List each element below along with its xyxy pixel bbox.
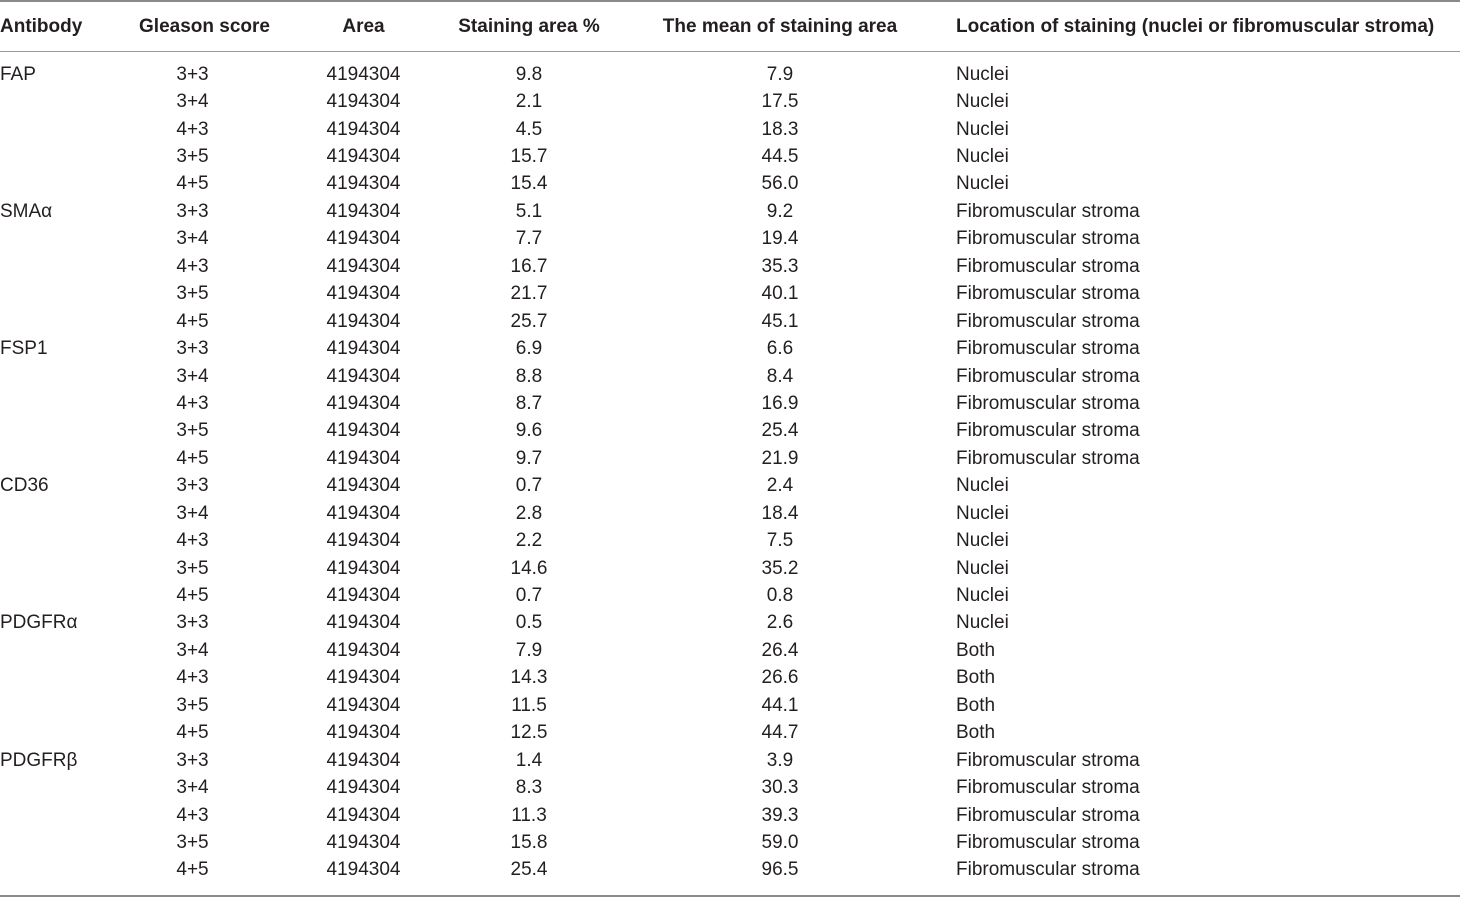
table-row	[0, 88, 1460, 115]
cell-location-of-staining: Fibromuscular stroma	[956, 228, 1140, 250]
cell-antibody	[0, 774, 120, 801]
cell-gleason-score: 3+4	[176, 365, 209, 387]
cell-area: 4194304	[326, 173, 401, 195]
cell-mean-staining-area: 44.5	[761, 146, 799, 168]
cell-staining-area-pct: 25.4	[510, 859, 548, 881]
cell-gleason-score: 3+3	[176, 749, 209, 771]
cell-location-of-staining: Nuclei	[956, 63, 1009, 85]
cell-gleason-score: 4+3	[176, 255, 209, 277]
cell-antibody: SMAα	[0, 200, 53, 222]
cell-staining-area-pct: 14.6	[510, 557, 548, 579]
header-staining-area-pct: Staining area %	[458, 15, 600, 37]
cell-area: 4194304	[326, 283, 401, 305]
cell-gleason-score: 3+3	[176, 63, 209, 85]
cell-mean-staining-area: 18.4	[761, 502, 799, 524]
cell-gleason-score: 3+5	[176, 420, 209, 442]
cell-antibody: CD36	[0, 475, 49, 497]
cell-area: 4194304	[326, 338, 401, 360]
cell-area: 4194304	[326, 694, 401, 716]
cell-mean-staining-area: 35.2	[761, 557, 799, 579]
cell-area: 4194304	[326, 530, 401, 552]
cell-location-of-staining: Both	[956, 694, 996, 716]
cell-antibody: PDGFRβ	[0, 749, 78, 771]
cell-mean-staining-area: 2.4	[766, 475, 794, 497]
table-row	[0, 226, 1460, 253]
cell-mean-staining-area: 30.3	[761, 777, 799, 799]
cell-antibody	[0, 253, 120, 280]
table-row	[0, 665, 1460, 692]
table-row	[0, 774, 1460, 801]
table-body	[0, 51, 1460, 884]
cell-staining-area-pct: 7.9	[515, 639, 543, 661]
cell-antibody	[0, 171, 120, 198]
cell-antibody	[0, 857, 120, 884]
cell-staining-area-pct: 1.4	[515, 749, 543, 771]
cell-antibody	[0, 308, 120, 335]
cell-antibody	[0, 802, 120, 829]
table-row	[0, 363, 1460, 390]
cell-staining-area-pct: 8.8	[515, 365, 543, 387]
cell-gleason-score: 4+3	[176, 530, 209, 552]
cell-location-of-staining: Fibromuscular stroma	[956, 804, 1140, 826]
cell-antibody	[0, 665, 120, 692]
cell-location-of-staining: Nuclei	[956, 173, 1009, 195]
cell-area: 4194304	[326, 91, 401, 113]
cell-mean-staining-area: 8.4	[766, 365, 794, 387]
table-row	[0, 390, 1460, 417]
cell-gleason-score: 3+4	[176, 639, 209, 661]
cell-antibody	[0, 390, 120, 417]
cell-location-of-staining: Fibromuscular stroma	[956, 859, 1140, 881]
cell-gleason-score: 3+4	[176, 228, 209, 250]
cell-area: 4194304	[326, 722, 401, 744]
table-row	[0, 445, 1460, 472]
cell-mean-staining-area: 17.5	[761, 91, 799, 113]
cell-area: 4194304	[326, 667, 401, 689]
cell-antibody	[0, 88, 120, 115]
cell-location-of-staining: Fibromuscular stroma	[956, 831, 1140, 853]
cell-location-of-staining: Nuclei	[956, 585, 1009, 607]
cell-gleason-score: 3+3	[176, 475, 209, 497]
cell-area: 4194304	[326, 392, 401, 414]
header-area: Area	[342, 15, 385, 37]
cell-mean-staining-area: 44.7	[761, 722, 799, 744]
cell-staining-area-pct: 15.8	[510, 831, 548, 853]
cell-location-of-staining: Fibromuscular stroma	[956, 255, 1140, 277]
cell-staining-area-pct: 9.8	[515, 63, 543, 85]
cell-staining-area-pct: 8.3	[515, 777, 543, 799]
cell-location-of-staining: Nuclei	[956, 557, 1009, 579]
cell-staining-area-pct: 8.7	[515, 392, 543, 414]
table-row	[0, 582, 1460, 609]
cell-gleason-score: 3+5	[176, 831, 209, 853]
cell-mean-staining-area: 21.9	[761, 447, 799, 469]
cell-staining-area-pct: 6.9	[515, 338, 543, 360]
staining-table	[0, 2, 1460, 884]
cell-mean-staining-area: 25.4	[761, 420, 799, 442]
cell-area: 4194304	[326, 831, 401, 853]
cell-location-of-staining: Fibromuscular stroma	[956, 392, 1140, 414]
cell-location-of-staining: Fibromuscular stroma	[956, 200, 1140, 222]
cell-mean-staining-area: 2.6	[766, 612, 794, 634]
cell-mean-staining-area: 6.6	[766, 338, 794, 360]
cell-gleason-score: 4+5	[176, 447, 209, 469]
table-row	[0, 747, 1460, 774]
table-row	[0, 802, 1460, 829]
table-row	[0, 829, 1460, 856]
table-header	[0, 2, 1460, 51]
cell-antibody	[0, 418, 120, 445]
cell-gleason-score: 3+4	[176, 502, 209, 524]
cell-antibody	[0, 637, 120, 664]
cell-location-of-staining: Fibromuscular stroma	[956, 447, 1140, 469]
cell-gleason-score: 3+5	[176, 694, 209, 716]
cell-gleason-score: 3+3	[176, 200, 209, 222]
cell-gleason-score: 4+5	[176, 859, 209, 881]
table-row	[0, 418, 1460, 445]
cell-staining-area-pct: 14.3	[510, 667, 548, 689]
cell-staining-area-pct: 16.7	[510, 255, 548, 277]
cell-area: 4194304	[326, 804, 401, 826]
cell-antibody	[0, 500, 120, 527]
cell-staining-area-pct: 5.1	[515, 200, 543, 222]
cell-mean-staining-area: 56.0	[761, 173, 799, 195]
cell-staining-area-pct: 15.4	[510, 173, 548, 195]
cell-location-of-staining: Nuclei	[956, 475, 1009, 497]
cell-mean-staining-area: 26.4	[761, 639, 799, 661]
cell-area: 4194304	[326, 749, 401, 771]
cell-mean-staining-area: 26.6	[761, 667, 799, 689]
cell-location-of-staining: Nuclei	[956, 502, 1009, 524]
cell-staining-area-pct: 0.7	[515, 475, 543, 497]
cell-area: 4194304	[326, 365, 401, 387]
cell-location-of-staining: Both	[956, 722, 996, 744]
cell-area: 4194304	[326, 146, 401, 168]
cell-gleason-score: 4+3	[176, 804, 209, 826]
cell-area: 4194304	[326, 639, 401, 661]
cell-area: 4194304	[326, 228, 401, 250]
cell-area: 4194304	[326, 777, 401, 799]
cell-staining-area-pct: 9.6	[515, 420, 543, 442]
cell-staining-area-pct: 2.1	[515, 91, 543, 113]
table-row	[0, 857, 1460, 884]
cell-staining-area-pct: 12.5	[510, 722, 548, 744]
cell-staining-area-pct: 15.7	[510, 146, 548, 168]
cell-staining-area-pct: 0.7	[515, 585, 543, 607]
cell-gleason-score: 3+4	[176, 777, 209, 799]
cell-mean-staining-area: 19.4	[761, 228, 799, 250]
header-gleason-score: Gleason score	[139, 15, 270, 37]
cell-gleason-score: 3+3	[176, 338, 209, 360]
cell-mean-staining-area: 39.3	[761, 804, 799, 826]
cell-antibody	[0, 582, 120, 609]
cell-gleason-score: 4+5	[176, 310, 209, 332]
cell-area: 4194304	[326, 255, 401, 277]
cell-antibody: PDGFRα	[0, 612, 78, 634]
cell-gleason-score: 4+5	[176, 585, 209, 607]
cell-location-of-staining: Nuclei	[956, 91, 1009, 113]
table-row	[0, 692, 1460, 719]
cell-area: 4194304	[326, 200, 401, 222]
cell-location-of-staining: Nuclei	[956, 612, 1009, 634]
cell-area: 4194304	[326, 612, 401, 634]
cell-location-of-staining: Nuclei	[956, 530, 1009, 552]
cell-mean-staining-area: 35.3	[761, 255, 799, 277]
cell-staining-area-pct: 11.3	[511, 804, 547, 826]
header-mean-staining-area: The mean of staining area	[662, 15, 898, 37]
table-row	[0, 171, 1460, 198]
cell-location-of-staining: Fibromuscular stroma	[956, 420, 1140, 442]
table-row	[0, 253, 1460, 280]
table-row	[0, 198, 1460, 225]
cell-gleason-score: 3+5	[176, 557, 209, 579]
cell-gleason-score: 4+3	[176, 118, 209, 140]
cell-area: 4194304	[326, 447, 401, 469]
table-row	[0, 335, 1460, 362]
table-row	[0, 637, 1460, 664]
header-antibody: Antibody	[0, 15, 83, 37]
table-row	[0, 500, 1460, 527]
table-row	[0, 308, 1460, 335]
cell-area: 4194304	[326, 557, 401, 579]
cell-antibody	[0, 692, 120, 719]
cell-gleason-score: 4+3	[176, 392, 209, 414]
cell-mean-staining-area: 44.1	[761, 694, 799, 716]
cell-gleason-score: 4+5	[176, 173, 209, 195]
cell-location-of-staining: Nuclei	[956, 118, 1009, 140]
table-row	[0, 720, 1460, 747]
cell-antibody	[0, 555, 120, 582]
cell-location-of-staining: Fibromuscular stroma	[956, 777, 1140, 799]
cell-mean-staining-area: 16.9	[761, 392, 799, 414]
cell-mean-staining-area: 7.5	[766, 530, 794, 552]
cell-staining-area-pct: 11.5	[511, 694, 547, 716]
cell-gleason-score: 4+3	[176, 667, 209, 689]
cell-antibody	[0, 281, 120, 308]
cell-staining-area-pct: 21.7	[510, 283, 548, 305]
table-row	[0, 116, 1460, 143]
cell-area: 4194304	[326, 475, 401, 497]
cell-staining-area-pct: 2.8	[515, 502, 543, 524]
cell-location-of-staining: Both	[956, 667, 996, 689]
cell-gleason-score: 3+5	[176, 283, 209, 305]
table-row	[0, 527, 1460, 554]
cell-mean-staining-area: 45.1	[761, 310, 799, 332]
cell-antibody	[0, 445, 120, 472]
cell-mean-staining-area: 40.1	[761, 283, 799, 305]
table-row	[0, 143, 1460, 170]
cell-location-of-staining: Fibromuscular stroma	[956, 283, 1140, 305]
cell-area: 4194304	[326, 859, 401, 881]
cell-staining-area-pct: 25.7	[510, 310, 548, 332]
cell-location-of-staining: Both	[956, 639, 996, 661]
cell-mean-staining-area: 0.8	[766, 585, 794, 607]
cell-area: 4194304	[326, 585, 401, 607]
cell-staining-area-pct: 2.2	[515, 530, 543, 552]
cell-mean-staining-area: 96.5	[761, 859, 799, 881]
cell-location-of-staining: Nuclei	[956, 146, 1009, 168]
cell-area: 4194304	[326, 310, 401, 332]
table-row	[0, 51, 1460, 88]
cell-antibody: FAP	[0, 63, 36, 85]
cell-location-of-staining: Fibromuscular stroma	[956, 338, 1140, 360]
cell-gleason-score: 3+4	[176, 91, 209, 113]
cell-staining-area-pct: 0.5	[515, 612, 543, 634]
cell-staining-area-pct: 7.7	[515, 228, 543, 250]
cell-area: 4194304	[326, 63, 401, 85]
table-row	[0, 610, 1460, 637]
table-row	[0, 473, 1460, 500]
cell-mean-staining-area: 7.9	[766, 63, 794, 85]
cell-gleason-score: 3+5	[176, 146, 209, 168]
cell-gleason-score: 3+3	[176, 612, 209, 634]
cell-antibody	[0, 829, 120, 856]
cell-area: 4194304	[326, 118, 401, 140]
cell-area: 4194304	[326, 502, 401, 524]
cell-antibody	[0, 720, 120, 747]
header-location-of-staining: Location of staining (nuclei or fibromuscular stroma)	[956, 15, 1435, 37]
cell-location-of-staining: Fibromuscular stroma	[956, 310, 1140, 332]
table-row	[0, 281, 1460, 308]
cell-antibody	[0, 226, 120, 253]
cell-antibody: FSP1	[0, 338, 48, 360]
cell-antibody	[0, 143, 120, 170]
cell-staining-area-pct: 9.7	[515, 447, 543, 469]
cell-mean-staining-area: 59.0	[761, 831, 799, 853]
cell-area: 4194304	[326, 420, 401, 442]
cell-gleason-score: 4+5	[176, 722, 209, 744]
cell-mean-staining-area: 18.3	[761, 118, 799, 140]
cell-location-of-staining: Fibromuscular stroma	[956, 749, 1140, 771]
cell-antibody	[0, 527, 120, 554]
table-row	[0, 555, 1460, 582]
cell-staining-area-pct: 4.5	[515, 118, 543, 140]
cell-antibody	[0, 116, 120, 143]
header-row	[0, 2, 1460, 51]
cell-antibody	[0, 363, 120, 390]
cell-mean-staining-area: 9.2	[766, 200, 794, 222]
cell-location-of-staining: Fibromuscular stroma	[956, 365, 1140, 387]
cell-mean-staining-area: 3.9	[766, 749, 794, 771]
